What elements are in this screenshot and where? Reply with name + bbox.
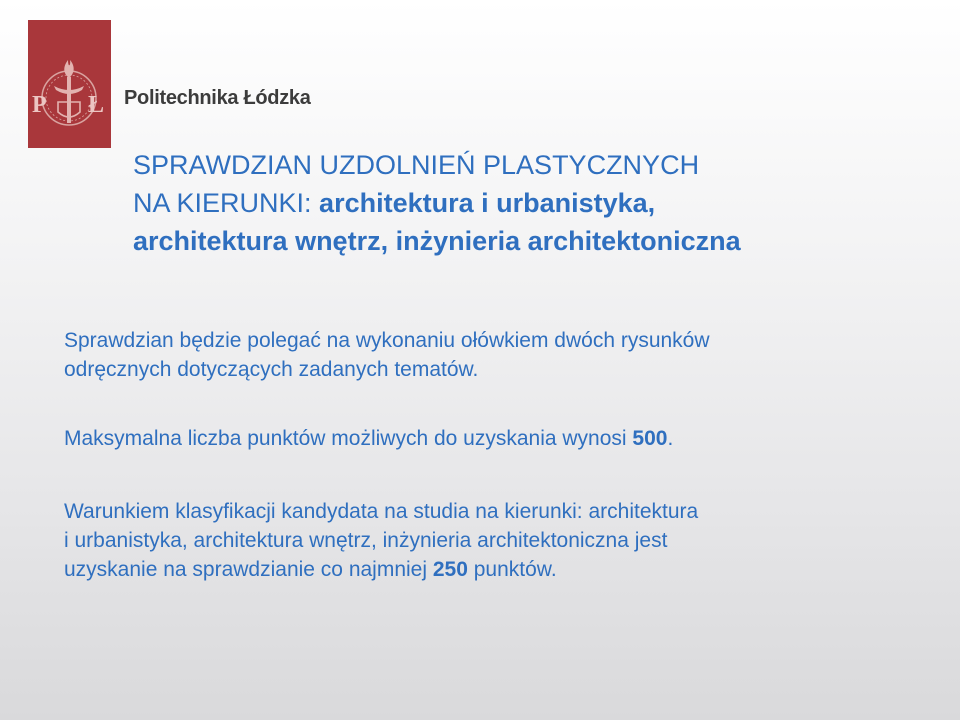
paragraph-qualification-condition — [64, 497, 924, 584]
title-line-2-bold: architektura i urbanistyka, — [319, 188, 656, 218]
paragraph-3-line-1: Warunkiem klasyfikacji kandydata na studia na kierunki: architektura — [64, 500, 699, 523]
paragraph-2-suffix: . — [667, 427, 674, 450]
page-title — [133, 146, 933, 260]
paragraph-task-description — [64, 326, 924, 384]
max-points-value: 500 — [632, 427, 668, 450]
paragraph-1-line-1: Sprawdzian będzie polegać na wykonaniu ołówkiem dwóch rysunków — [64, 329, 710, 352]
paragraph-3-line-3 — [64, 555, 924, 584]
paragraph-2-line — [64, 424, 924, 453]
paragraph-1-line-2: odręcznych dotyczących zadanych tematów. — [64, 358, 479, 381]
title-line-2-prefix: NA KIERUNKI: — [133, 188, 320, 218]
torch-emblem-icon — [28, 20, 111, 148]
title-line-1: SPRAWDZIAN UZDOLNIEŃ PLASTYCZNYCH — [133, 150, 700, 180]
title-line-2 — [133, 184, 933, 222]
min-points-value: 250 — [432, 558, 468, 581]
paragraph-3-line-2: i urbanistyka, architektura wnętrz, inżynieria architektoniczna jest — [64, 529, 668, 552]
university-name: Politechnika Łódzka — [124, 87, 311, 109]
paragraph-3-line-3-suffix: punktów. — [467, 558, 557, 581]
university-logo — [28, 20, 111, 148]
title-line-3: architektura wnętrz, inżynieria architektoniczna — [133, 226, 741, 256]
logo-monogram-right: Ł — [88, 92, 105, 118]
paragraph-3-line-3-prefix: uzyskanie na sprawdzianie co najmniej — [64, 558, 433, 581]
logo-monogram-left: P — [32, 92, 47, 118]
paragraph-max-points — [64, 424, 924, 453]
paragraph-2-text: Maksymalna liczba punktów możliwych do uzyskania wynosi — [64, 427, 633, 450]
